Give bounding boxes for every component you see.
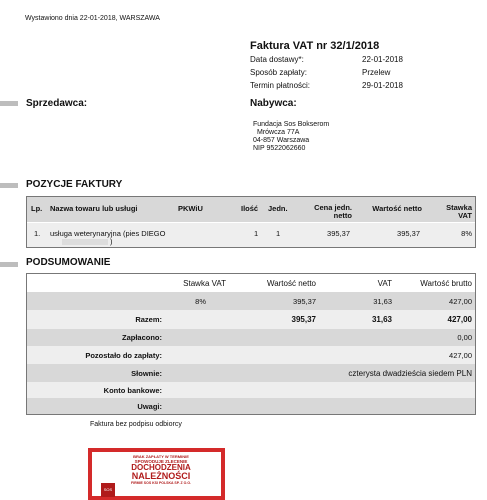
- buyer-name: Fundacja Sos Bokserom: [253, 121, 330, 128]
- row-name-end: ): [110, 237, 113, 246]
- summary-notes-label: Uwagi:: [137, 402, 162, 411]
- buyer-label: Nabywca:: [250, 98, 297, 109]
- stamp-line-3: DOCHODZENIA: [131, 463, 191, 472]
- summary-total-gross: 427,00: [447, 315, 472, 324]
- summary-rate-net: 395,37: [293, 297, 316, 306]
- payment-method-label: Sposób zapłaty:: [250, 68, 307, 77]
- stamp-line-2: SPOWODUJE ZLECENIE: [134, 459, 188, 464]
- summary-rate-gross: 427,00: [449, 297, 472, 306]
- stamp-line-1: BRAK ZAPŁATY W TERMINIE: [133, 454, 189, 459]
- seller-label: Sprzedawca:: [26, 98, 88, 109]
- summary-remaining-value: 427,00: [449, 351, 472, 360]
- buyer-nip: NIP 9522062660: [253, 145, 306, 152]
- row-name: usługa weterynaryjna (pies DIEGO: [50, 229, 166, 238]
- summary-words-value: czterysta dwadzieścia siedem PLN: [348, 369, 472, 378]
- summary-total-label: Razem:: [135, 315, 162, 324]
- row-vat-rate: 8%: [461, 229, 472, 238]
- summary-title: PODSUMOWANIE: [26, 257, 111, 268]
- summary-paid-value: 0,00: [457, 333, 472, 342]
- row-unit-price: 395,37: [327, 229, 350, 238]
- summary-total-net: 395,37: [291, 315, 316, 324]
- stamp-line-4: NALEŻNOŚCI: [131, 471, 191, 481]
- header-name: Nazwa towaru lub usługi: [50, 204, 138, 213]
- delivery-date-label: Data dostawy*:: [250, 55, 304, 64]
- summary-rate-vat: 31,63: [373, 297, 392, 306]
- payment-warning-stamp: [88, 448, 225, 500]
- summary-words-label: Słownie:: [131, 369, 162, 378]
- row-net-value: 395,37: [397, 229, 420, 238]
- summary-header-rate: Stawka VAT: [183, 279, 226, 288]
- redacted-block: [62, 239, 108, 245]
- payment-deadline-value: 29-01-2018: [362, 81, 403, 90]
- payment-method-value: Przelew: [362, 68, 391, 77]
- summary-remaining-label: Pozostało do zapłaty:: [85, 351, 162, 360]
- header-quantity: Ilość: [241, 204, 259, 213]
- buyer-street: Mrówcza 77A: [257, 129, 300, 136]
- invoice-title: Faktura VAT nr 32/1/2018: [250, 40, 380, 52]
- delivery-date-value: 22-01-2018: [362, 55, 403, 64]
- summary-header-vat: VAT: [377, 279, 392, 288]
- header-lp: Lp.: [31, 204, 43, 213]
- row-name-redacted: [62, 237, 108, 246]
- summary-header-gross: Wartość brutto: [420, 279, 472, 288]
- header-pkwiu: PKWiU: [178, 204, 203, 213]
- positions-title: POZYCJE FAKTURY: [26, 179, 123, 190]
- summary-total-vat: 31,63: [371, 315, 392, 324]
- issue-date-place: Wystawiono dnia 22-01-2018, WARSZAWA: [25, 15, 160, 22]
- footer-note: Faktura bez podpisu odbiorcy: [90, 421, 182, 428]
- section-marker: [0, 101, 18, 106]
- header-unit: Jedn.: [268, 204, 288, 213]
- header-vat-rate: Stawka VAT: [446, 203, 472, 220]
- header-net-value: Wartość netto: [372, 204, 422, 213]
- row-unit: 1: [276, 229, 281, 238]
- summary-rate: 8%: [195, 297, 206, 306]
- row-quantity: 1: [254, 229, 259, 238]
- summary-bank-label: Konto bankowe:: [103, 386, 162, 395]
- buyer-city: 04-857 Warszawa: [253, 137, 310, 144]
- stamp-logo: SOS: [101, 483, 115, 497]
- header-unit-price: Cena jedn. netto: [314, 203, 352, 220]
- stamp-line-5: FIRMIE SOS KSI POLSKA SP. Z O.O.: [130, 481, 192, 485]
- row-lp: 1.: [34, 229, 41, 238]
- stamp-text-block: [120, 452, 202, 485]
- summary-paid-label: Zapłacono:: [121, 333, 162, 342]
- payment-deadline-label: Termin płatności:: [250, 81, 311, 90]
- summary-header-net: Wartość netto: [266, 279, 316, 288]
- section-marker: [0, 262, 18, 267]
- section-marker: [0, 183, 18, 188]
